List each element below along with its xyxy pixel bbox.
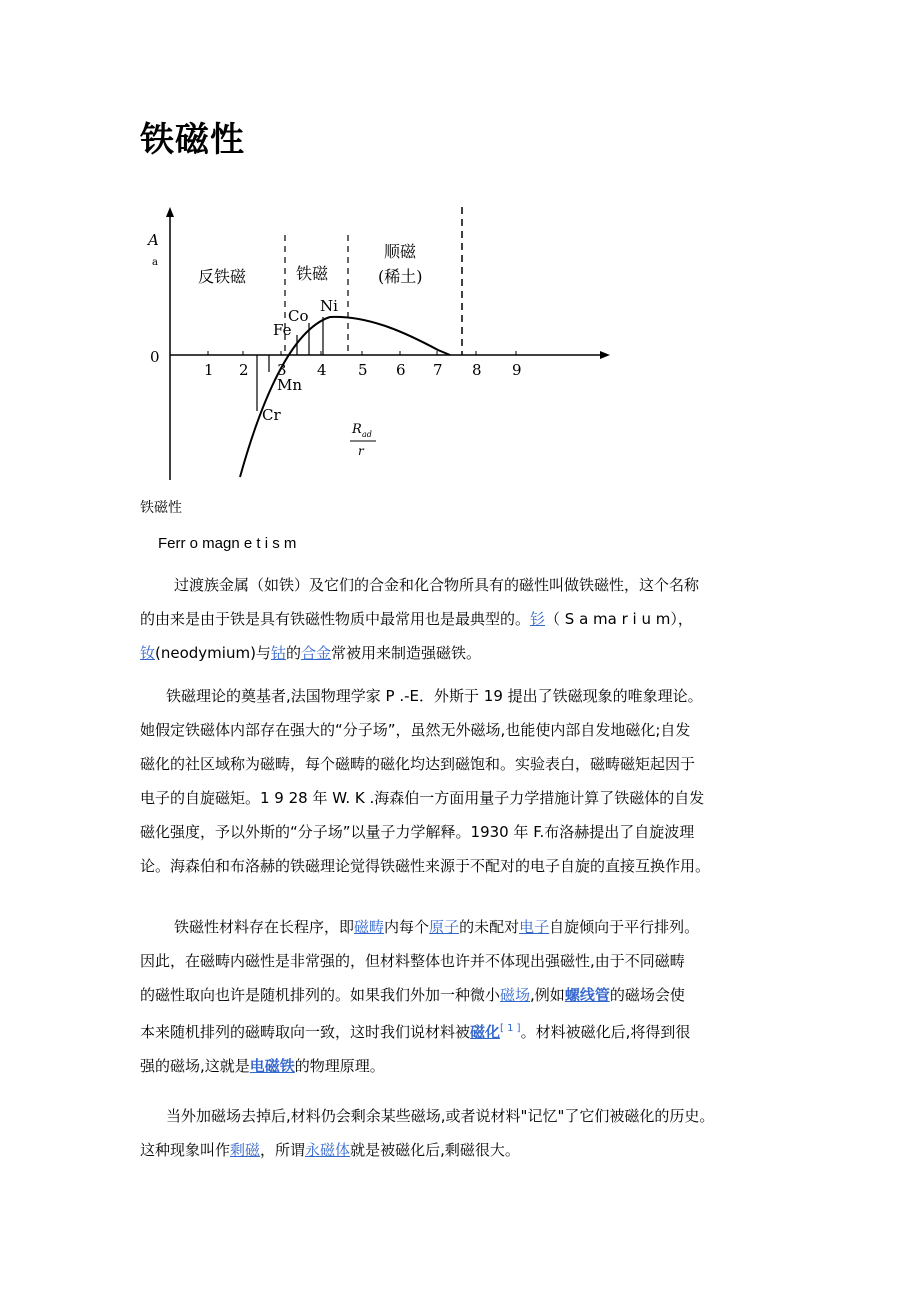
- text-run: 的磁性取向也许是随机排列的。如果我们外加一种微小: [140, 986, 501, 1004]
- ratio-numerator: R: [352, 422, 362, 437]
- text-line: 磁化强度，予以外斯的“分子场”以量子力学解释。1930 年 F.布洛赫提出了自旋波理: [140, 823, 695, 841]
- text-run: 的: [285, 644, 301, 662]
- text-line: [140, 978, 800, 1012]
- text-run: 铁磁性材料存在长程序，即: [174, 918, 355, 936]
- text-run: 就是被磁化后,剩磁很大。: [350, 1141, 520, 1159]
- text-line: 过渡族金属（如铁）及它们的合金和化合物所具有的磁性叫做铁磁性，这个名称: [174, 576, 700, 594]
- paragraph-theory: [140, 679, 800, 883]
- text-run: 自旋倾向于平行排列。: [549, 918, 700, 936]
- x-tick-5: 5: [358, 361, 368, 379]
- link-alloy[interactable]: 合金: [300, 644, 331, 662]
- link-permanent-magnet[interactable]: 永磁体: [305, 1141, 351, 1159]
- page-title: 铁磁性: [140, 120, 245, 160]
- text-run: （ S a ma r i u m），: [545, 610, 693, 628]
- y-axis-label: A: [148, 231, 159, 249]
- exchange-curve-figure: [140, 205, 610, 485]
- exchange-curve-svg: [140, 205, 610, 485]
- text-run: 的磁场会使: [609, 986, 685, 1004]
- text-line: 铁磁理论的奠基者,法国物理学家 P .-E．外斯于 19 提出了铁磁现象的唯象理论。: [166, 687, 703, 705]
- text-run: (neodymium)与: [155, 644, 271, 662]
- link-magnetic-field[interactable]: 磁场: [500, 986, 531, 1004]
- x-tick-2: 2: [239, 361, 249, 379]
- link-solenoid[interactable]: 螺线管: [564, 986, 610, 1004]
- link-electromagnet[interactable]: 电磁铁: [249, 1057, 295, 1075]
- element-mn-label: Mn: [277, 376, 303, 394]
- text-run: 的物理原理。: [294, 1057, 385, 1075]
- element-cr-label: Cr: [262, 406, 281, 424]
- x-tick-4: 4: [317, 361, 327, 379]
- text-run: 本来随机排列的磁畴取向一致，这时我们说材料被: [140, 1023, 471, 1041]
- english-term: Ferr o magn e t i s m: [158, 535, 297, 552]
- text-run: 这种现象叫作: [140, 1141, 231, 1159]
- zero-label: 0: [150, 348, 160, 366]
- link-remanence[interactable]: 剩磁: [230, 1141, 261, 1159]
- link-cobalt[interactable]: 钴: [270, 644, 286, 662]
- text-run: 。材料被磁化后,将得到很: [520, 1023, 691, 1041]
- reference-1[interactable]: [ 1 ]: [500, 1023, 521, 1034]
- bethe-slater-curve: [240, 317, 450, 477]
- x-tick-6: 6: [396, 361, 406, 379]
- text-line: [140, 636, 800, 670]
- link-samarium[interactable]: 钐: [530, 610, 546, 628]
- text-line: 磁化的社区域称为磁畴，每个磁畴的磁化均达到磁饱和。实验表白，磁畴磁矩起因于: [140, 755, 696, 773]
- x-axis-arrow: [600, 351, 610, 359]
- text-run: 的由来是由于铁是具有铁磁性物质中最常用也是最典型的。: [140, 610, 531, 628]
- region-antiferro-label: 反铁磁: [198, 267, 247, 286]
- text-line: [140, 910, 800, 944]
- x-tick-9: 9: [512, 361, 522, 379]
- x-tick-1: 1: [204, 361, 214, 379]
- y-axis-sub-mark: a: [152, 257, 158, 268]
- figure-caption: 铁磁性: [140, 500, 182, 516]
- element-ni-label: Ni: [320, 297, 338, 315]
- text-run: ，所谓: [260, 1141, 306, 1159]
- x-tick-3: 3: [277, 361, 287, 379]
- x-tick-8: 8: [472, 361, 482, 379]
- ratio-numerator-sub: ad: [362, 430, 372, 439]
- text-line: [140, 1012, 800, 1049]
- link-neodymium[interactable]: 钕: [140, 644, 156, 662]
- region-para-sub-label: (稀土): [378, 267, 423, 286]
- link-magnetization[interactable]: 磁化: [470, 1023, 501, 1041]
- text-line: [140, 1133, 800, 1167]
- paragraph-domains: [140, 910, 800, 1083]
- text-line: 当外加磁场去掉后,材料仍会剩余某些磁场,或者说材料"记忆"了它们被磁化的历史。: [166, 1107, 715, 1125]
- link-electron[interactable]: 电子: [519, 918, 550, 936]
- text-run: 强的磁场,这就是: [140, 1057, 250, 1075]
- text-line: 她假定铁磁体内部存在强大的“分子场”，虽然无外磁场,也能使内部自发地磁化;自发: [140, 721, 691, 739]
- link-magnetic-domain[interactable]: 磁畴: [354, 918, 385, 936]
- text-line: 论。海森伯和布洛赫的铁磁理论觉得铁磁性来源于不配对的电子自旋的直接互换作用。: [140, 857, 711, 875]
- paragraph-remanence: [140, 1099, 800, 1167]
- paragraph-intro: [140, 568, 800, 670]
- text-line: [140, 1049, 800, 1083]
- text-line: 电子的自旋磁矩。1 9 28 年 W. K .海森伯一方面用量子力学措施计算了铁磁体的自发: [140, 789, 705, 807]
- link-atom[interactable]: 原子: [429, 918, 460, 936]
- text-line: 因此，在磁畴内磁性是非常强的，但材料整体也许并不体现出强磁性,由于不同磁畴: [140, 952, 685, 970]
- element-fe-label: Fe: [273, 321, 292, 339]
- region-ferro-label: 铁磁: [296, 264, 329, 283]
- y-axis-arrow: [166, 207, 174, 217]
- element-co-label: Co: [288, 307, 309, 325]
- text-run: 常被用来制造强磁铁。: [330, 644, 481, 662]
- region-para-label: 顺磁: [384, 242, 417, 261]
- x-tick-7: 7: [433, 361, 443, 379]
- text-run: ,例如: [530, 986, 565, 1004]
- text-run: 内每个: [384, 918, 430, 936]
- ratio-denominator: r: [358, 444, 364, 458]
- text-line: [140, 602, 800, 636]
- text-run: 的未配对: [459, 918, 520, 936]
